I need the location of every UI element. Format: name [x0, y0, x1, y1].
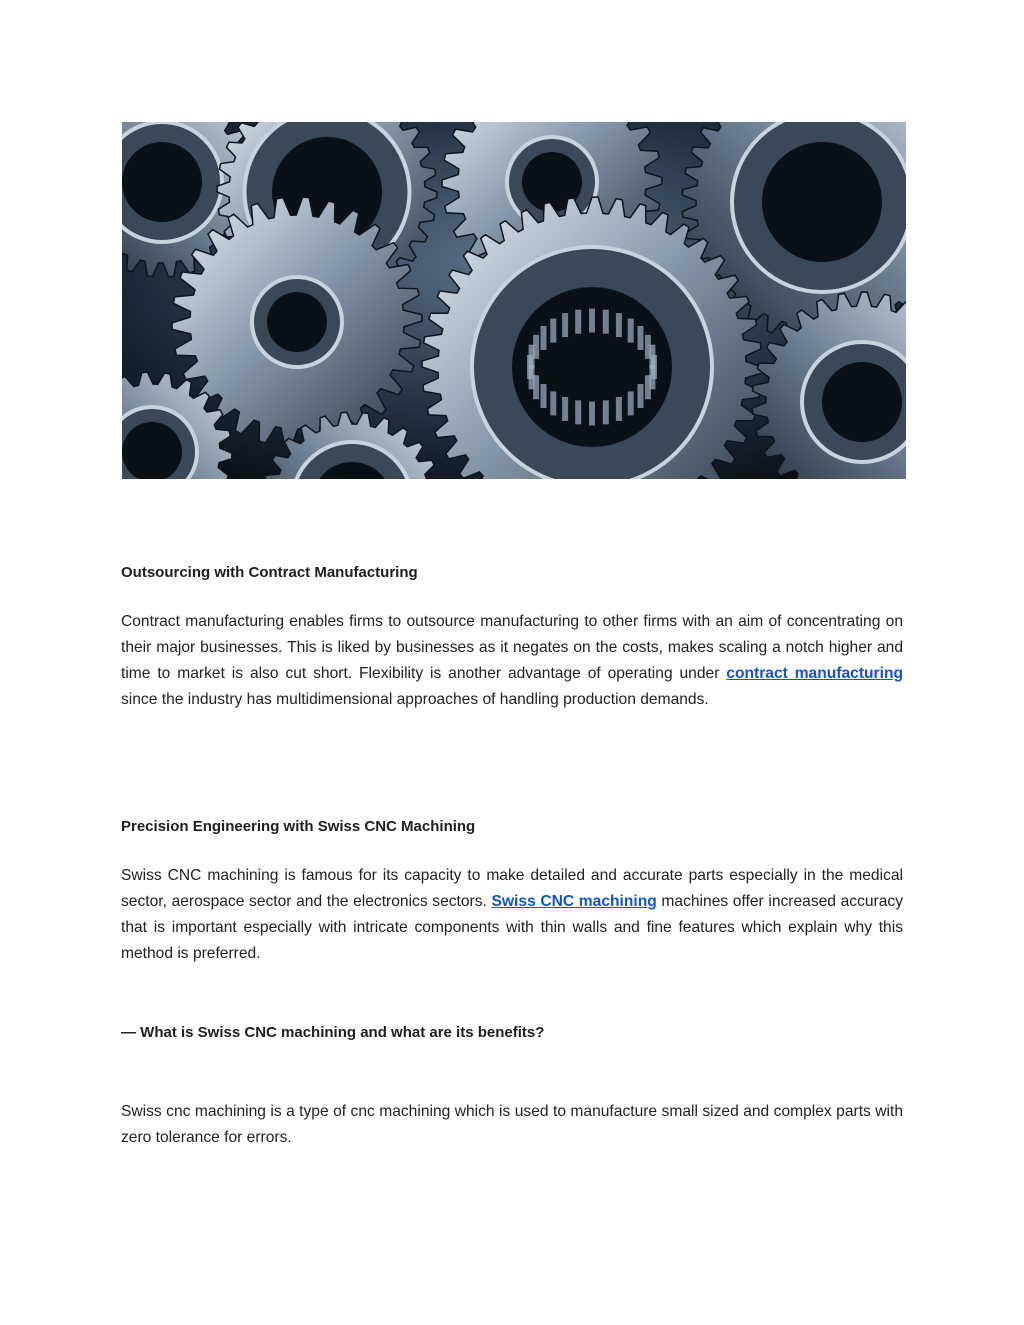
paragraph-text: machines offer increased accuracy that is important especially with intricate components with thin walls and fine features which explain why this method is preferred. [121, 893, 904, 962]
bearing-roller [638, 384, 644, 408]
bearing-roller [628, 319, 634, 343]
bearing-roller [638, 326, 644, 350]
heading-contract-manufacturing: Outsourcing with Contract Manufacturing [121, 564, 418, 581]
bearing-roller [533, 335, 539, 359]
paragraph-contract-manufacturing [121, 609, 903, 713]
contract-manufacturing-link[interactable]: contract manufacturing [726, 665, 903, 682]
bearing-roller [541, 326, 547, 350]
bearing-roller [589, 309, 595, 333]
bearing-roller [603, 310, 609, 334]
paragraph-text: since the industry has multidimensional approaches of handling production demands. [121, 691, 709, 708]
bearing-roller [616, 397, 622, 421]
bearing-roller [603, 400, 609, 424]
bearing-roller [649, 345, 655, 369]
bearing-roller [616, 313, 622, 337]
bearing-roller [562, 397, 568, 421]
paragraph-text: Contract manufacturing enables firms to outsource manufacturing to other firms with an aim of concentrating on their major businesses. This is liked by businesses as it negates on the costs, makes scaling a notch higher and time to market is also cut short. Flexibility is another advantage of operating under [121, 613, 903, 682]
paragraph-text: Swiss CNC machining is famous for its capacity to make detailed and accurate parts especially in the medical sector, aerospace sector and the electronics sectors. [121, 867, 903, 910]
paragraph-what-is-swiss-cnc: Swiss cnc machining is a type of cnc machining which is used to manufacture small sized and complex parts with zero tolerance for errors. [121, 1103, 903, 1146]
bearing-roller [550, 319, 556, 343]
bearing-roller [628, 391, 634, 415]
gears-image [122, 122, 906, 479]
bearing-roller [575, 310, 581, 334]
bearing-roller [562, 313, 568, 337]
heading-swiss-cnc: Precision Engineering with Swiss CNC Machining [121, 818, 476, 835]
paragraph-swiss-cnc [121, 863, 903, 967]
bearing-roller [541, 384, 547, 408]
bearing-roller [645, 375, 651, 399]
heading-what-is-swiss-cnc: — What is Swiss CNC machining and what are its benefits? [121, 1024, 545, 1041]
swiss-cnc-machining-link[interactable]: Swiss CNC machining [491, 893, 657, 910]
bearing-roller [575, 400, 581, 424]
bearing-roller [550, 391, 556, 415]
hero-gears-image [122, 122, 906, 479]
bearing-roller [589, 402, 595, 426]
